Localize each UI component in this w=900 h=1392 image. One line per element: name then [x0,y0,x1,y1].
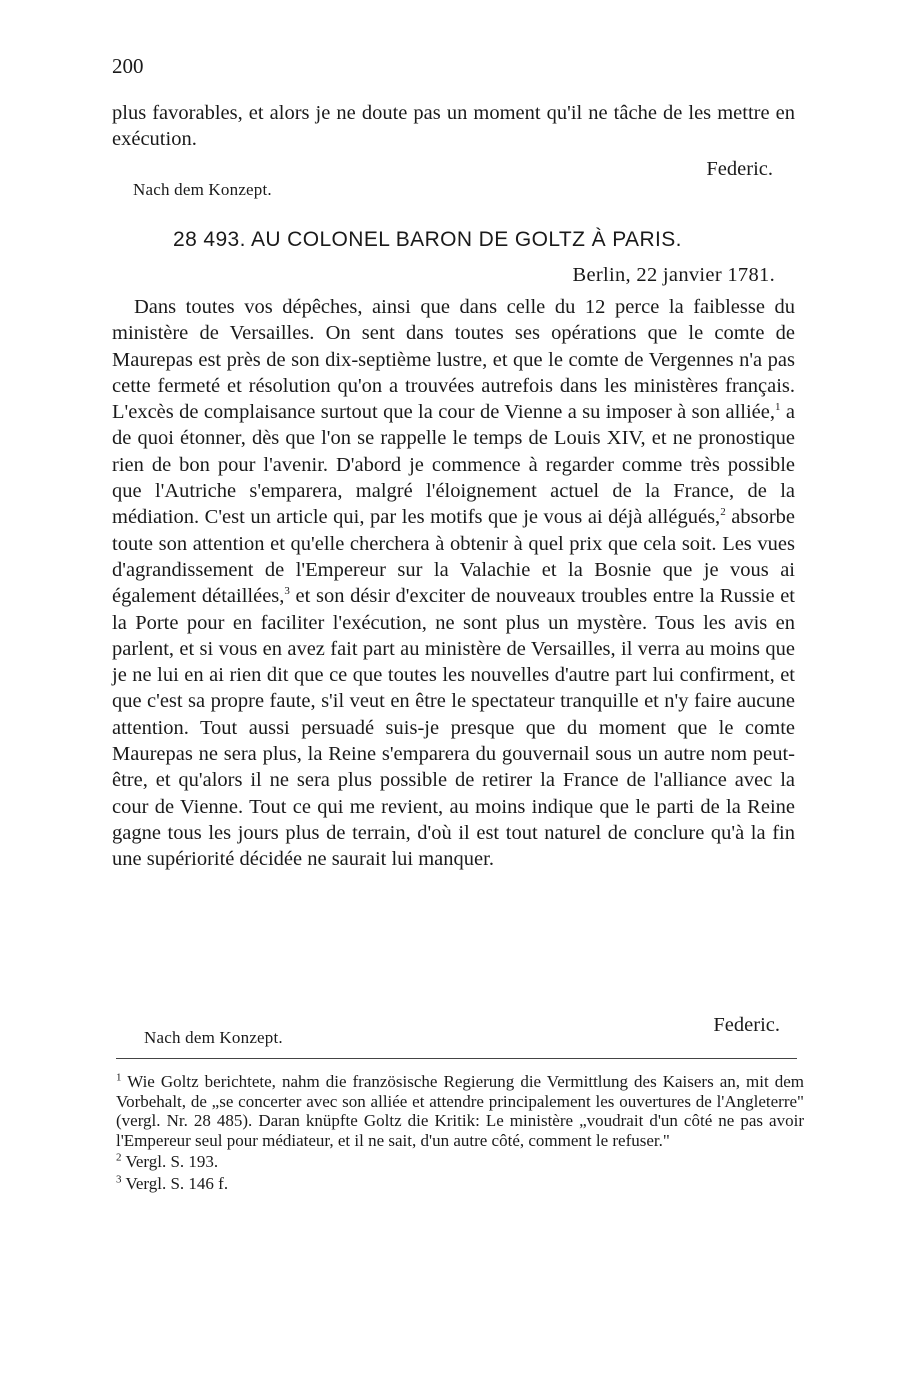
source-note-letter: Nach dem Konzept. [144,1028,283,1047]
footnote-text-1: Wie Goltz berichtete, nahm die französische Regierung die Vermittlung des Kaisers an, mit dem Vorbehalt, de „se concerter avec son alliée et attendre principalement les ouvertures de l'Angleterre" (vergl. Nr. 28 485). Daran knüpfte Goltz die Kritik: Le ministère „voudrait d'un côté ne pas avoir l'Empereur seul pour médiateur, et il ne sait, d'un autre côté, comment le refuser." [116,1072,804,1150]
footnotes [116,1072,804,1194]
signature-first-letter: Federic. [706,158,773,180]
footnote-text-3: Vergl. S. 146 f. [125,1173,229,1193]
footnote-divider [116,1058,797,1059]
footnote-mark-1: 1 [116,1071,122,1084]
letter-body [112,294,795,873]
letter-heading: 28 493. AU COLONEL BARON DE GOLTZ À PARIS. [173,228,682,251]
page-number: 200 [112,54,144,78]
letter-body-part-1: Dans toutes vos dépêches, ainsi que dans celle du 12 perce la faiblesse du ministère de Versailles. On sent dans toutes ses opérations que le comte de Maurepas est près de son dix-septième lustre, et que le comte de Vergennes n'a pas cette fermeté et résolution qu'on a trouvées autrefois dans les ministères français. L'excès de complaisance surtout que la cour de Vienne a su imposer à son alliée, [112,296,795,424]
footnote-3 [116,1174,804,1194]
footnote-ref-3: 3 [284,585,290,598]
opening-paragraph: plus favorables, et alors je ne doute pas un moment qu'il ne tâche de les mettre en exécution. [112,102,795,151]
footnote-mark-2: 2 [116,1151,122,1164]
footnote-2 [116,1152,804,1172]
footnote-text-2: Vergl. S. 193. [125,1152,219,1172]
letter-dateline: Berlin, 22 janvier 1781. [572,264,775,286]
letter-body-part-2: a de quoi étonner, dès que l'on se rappelle le temps de Louis XIV, et ne pronostique rien de bon pour l'avenir. D'abord je commence à regarder comme très possible que l'Autriche s'emparera, malgré l'éloignement actuel de la France, de la médiation. C'est un article qui, par les motifs que je vous ai déjà allégués, [112,401,795,529]
footnote-mark-3: 3 [116,1173,122,1186]
footnote-ref-1: 1 [775,401,781,414]
footnote-ref-2: 2 [720,506,726,519]
letter-body-part-3: absorbe toute son attention et qu'elle cherchera à obtenir à quel prix que cela soit. Les vues d'agrandissement de l'Empereur sur la Valachie et la Bosnie que je vous ai également détaillées, [112,506,795,608]
signature-letter: Federic. [713,1014,780,1036]
footnote-1 [116,1072,804,1150]
letter-body-part-4: et son désir d'exciter de nouveaux troubles entre la Russie et la Porte pour en faciliter l'exécution, ne sont plus un mystère. Tous les avis en parlent, et si vous en avez fait part au ministère de Versailles, il verra au moins que je ne lui en ai rien dit que ce que toutes les nouvelles d'autre part lui confirment, et que c'est sa propre faute, s'il veut en être le spectateur tranquille et n'y faire aucune attention. Tout aussi persuadé suis-je presque que du moment que le comte Maurepas ne sera plus, la Reine s'emparera du gouvernail sous un autre nom peut-être, et qu'alors il ne sera plus possible de retirer la France de l'alliance avec la cour de Vienne. Tout ce qui me revient, au moins indique que le parti de la Reine gagne tous les jours plus de terrain, d'où il est tout naturel de conclure qu'à la fin une supériorité décidée ne saurait lui manquer. [112,585,796,871]
source-note-first: Nach dem Konzept. [133,180,272,199]
